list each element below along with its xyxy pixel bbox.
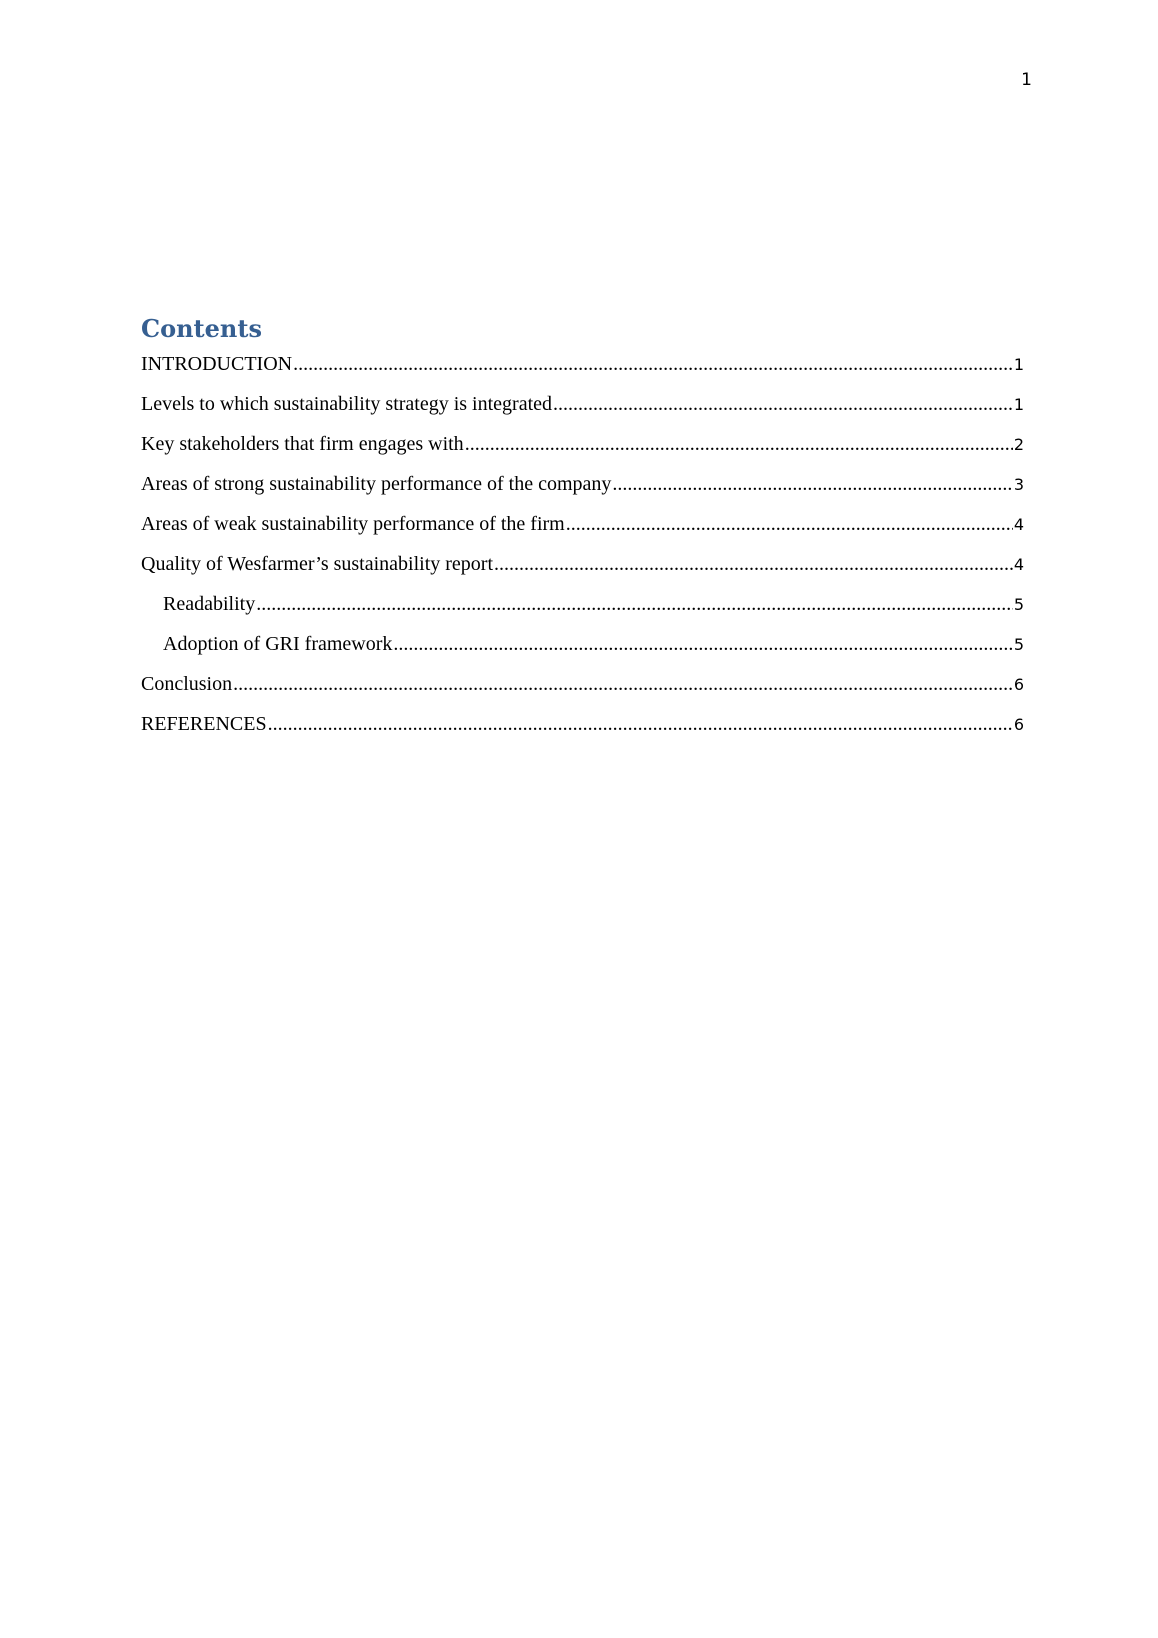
toc-entry-title: Adoption of GRI framework — [163, 633, 393, 655]
toc-entry-levels-of-integration[interactable] — [141, 392, 1024, 432]
toc-dot-leader — [566, 512, 1013, 536]
toc-entry-strong-performance[interactable] — [141, 472, 1024, 512]
toc-entry-title: Areas of weak sustainability performance of the firm — [141, 513, 565, 535]
toc-entry-weak-performance[interactable] — [141, 512, 1024, 552]
toc-entry-title: Areas of strong sustainability performance of the company — [141, 473, 612, 495]
toc-dot-leader — [612, 472, 1012, 496]
toc-entry-page: 6 — [1013, 675, 1024, 694]
table-of-contents — [141, 314, 1024, 752]
toc-entry-conclusion[interactable] — [141, 672, 1024, 712]
toc-entry-title: Quality of Wesfarmer’s sustainability report — [141, 553, 494, 575]
toc-entry-readability[interactable] — [141, 592, 1024, 632]
toc-entry-title: Key stakeholders that firm engages with — [141, 433, 464, 455]
toc-entry-page: 5 — [1013, 595, 1024, 614]
toc-entry-introduction[interactable] — [141, 352, 1024, 392]
toc-entry-page: 4 — [1013, 555, 1024, 574]
toc-list — [141, 352, 1024, 752]
toc-entry-title: Levels to which sustainability strategy is integrated — [141, 393, 553, 415]
toc-entry-page: 3 — [1013, 475, 1024, 494]
toc-entry-page: 2 — [1013, 435, 1024, 454]
toc-dot-leader — [268, 712, 1013, 736]
toc-dot-leader — [293, 352, 1013, 376]
toc-dot-leader — [393, 632, 1012, 656]
toc-dot-leader — [465, 432, 1013, 456]
toc-dot-leader — [494, 552, 1013, 576]
toc-entry-page: 6 — [1013, 715, 1024, 734]
toc-entry-references[interactable] — [141, 712, 1024, 752]
toc-entry-title: Readability — [163, 593, 256, 615]
toc-entry-page: 1 — [1013, 355, 1024, 374]
toc-entry-page: 4 — [1013, 515, 1024, 534]
toc-heading: Contents — [141, 314, 262, 343]
toc-entry-key-stakeholders[interactable] — [141, 432, 1024, 472]
toc-entry-title: INTRODUCTION — [141, 353, 293, 375]
toc-entry-gri-framework[interactable] — [141, 632, 1024, 672]
toc-entry-page: 5 — [1013, 635, 1024, 654]
toc-entry-title: REFERENCES — [141, 713, 267, 735]
page-number: 1 — [1021, 70, 1032, 90]
toc-entry-report-quality[interactable] — [141, 552, 1024, 592]
toc-entry-page: 1 — [1013, 395, 1024, 414]
toc-dot-leader — [233, 672, 1013, 696]
toc-entry-title: Conclusion — [141, 673, 233, 695]
toc-dot-leader — [553, 392, 1013, 416]
toc-dot-leader — [256, 592, 1013, 616]
